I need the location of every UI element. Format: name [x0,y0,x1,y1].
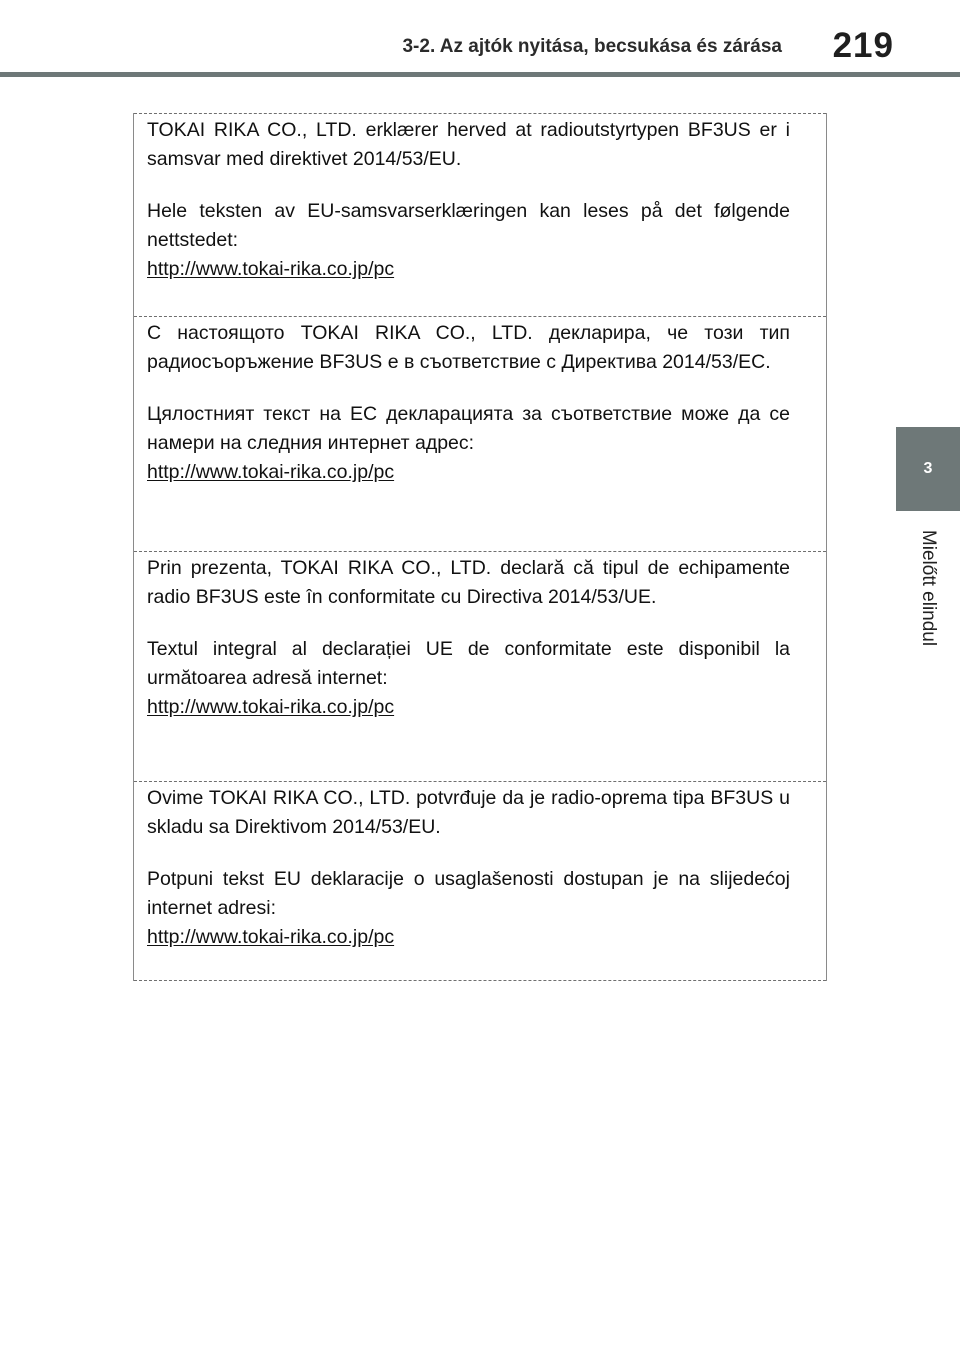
declaration-info: Potpuni tekst EU deklaracije o usaglašenosti dostupan je na slijedećoj internet adresi: [147,868,790,919]
declaration-statement: TOKAI RIKA CO., LTD. erklærer herved at radioutstyrtypen BF3US er i samsvar med direktivet 2014/53/EU. [147,119,790,170]
declaration-info: Цялостният текст на ЕС декларацията за съответствие може да се намери на следния интернет адрес: [147,403,790,454]
declaration-norwegian [134,113,826,316]
declaration-box [133,113,827,981]
declaration-link[interactable]: http://www.tokai-rika.co.jp/pc [147,696,395,718]
declaration-link[interactable]: http://www.tokai-rika.co.jp/pc [147,926,395,948]
section-header-title: 3-2. Az ajtók nyitása, becsukása és zárása [402,36,782,57]
declaration-statement: С настоящото TOKAI RIKA CO., LTD. декларира, че този тип радиосъоръжение BF3US е в съответствие с Директива 2014/53/ЕС. [147,322,790,373]
declaration-link[interactable]: http://www.tokai-rika.co.jp/pc [147,258,395,280]
declaration-statement: Ovime TOKAI RIKA CO., LTD. potvrđuje da je radio-oprema tipa BF3US u skladu sa Direktivom 2014/53/EU. [147,787,790,838]
declaration-info: Hele teksten av EU-samsvarserklæringen kan leses på det følgende nettstedet: [147,200,790,251]
declaration-croatian [134,781,826,981]
chapter-label: Mielőtt elindul [918,529,939,647]
declaration-info: Textul integral al declarației UE de conformitate este disponibil la următoarea adresă internet: [147,638,790,689]
page-number: 219 [832,26,894,65]
declaration-romanian [134,551,826,781]
declaration-bulgarian [134,316,826,551]
declaration-statement: Prin prezenta, TOKAI RIKA CO., LTD. declară că tipul de echipamente radio BF3US este în conformitate cu Directiva 2014/53/UE. [147,557,790,608]
header-divider [0,72,960,77]
chapter-tab[interactable] [896,427,960,511]
chapter-number: 3 [923,460,933,477]
declaration-link[interactable]: http://www.tokai-rika.co.jp/pc [147,461,395,483]
